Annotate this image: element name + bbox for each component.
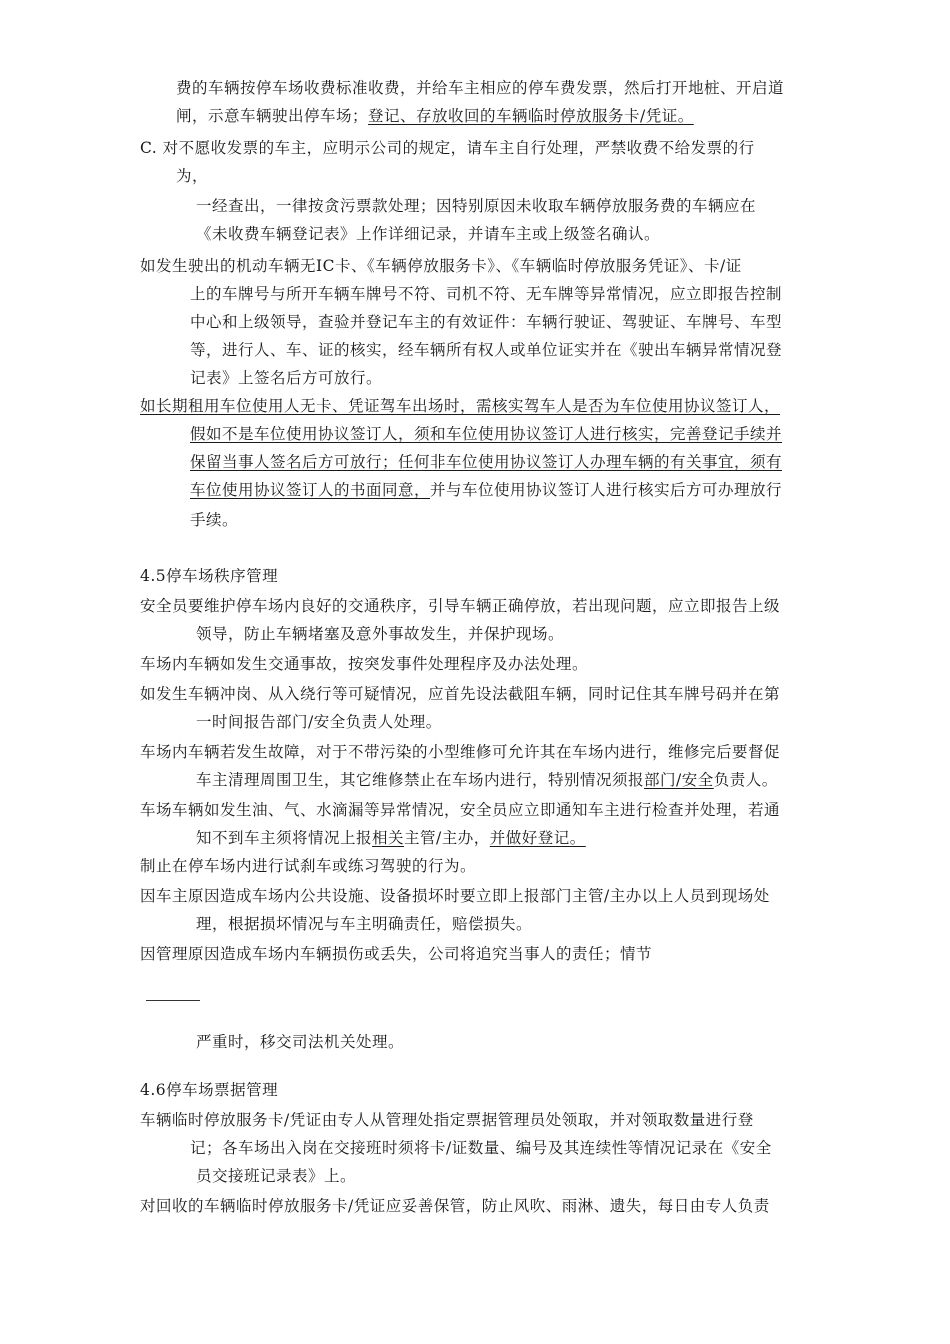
text-line: 为， <box>176 167 209 185</box>
text-line: 制止在停车场内进行试刹车或练习驾驶的行为。 <box>140 857 477 875</box>
text-line: 车主清理周围卫生，其它维修禁止在车场内进行，特别情况须报部门/安全负责人。 <box>196 771 778 789</box>
text-line: 知不到车主须将情况上报相关主管/主办，并做好登记。 <box>196 829 586 847</box>
text-line: 车场车辆如发生油、气、水滴漏等异常情况，安全员应立即通知车主进行检查并处理，若通 <box>140 801 781 819</box>
text-line: 如长期租用车位使用人无卡、凭证驾车出场时，需核实驾车人是否为车位使用协议签订人， <box>140 397 781 415</box>
text-line: 对回收的车辆临时停放服务卡/凭证应妥善保管，防止风吹、雨淋、遗失，每日由专人负责 <box>140 1197 770 1215</box>
text-line: 车位使用协议签订人的书面同意，并与车位使用协议签订人进行核实后方可办理放行 <box>190 481 783 499</box>
section-heading: 4.5停车场秩序管理 <box>140 567 279 585</box>
text-line: 理，根据损坏情况与车主明确责任，赔偿损失。 <box>196 915 533 933</box>
text-line: 《未收费车辆登记表》上作详细记录，并请车主或上级签名确认。 <box>196 225 661 243</box>
text-line: 严重时，移交司法机关处理。 <box>196 1033 405 1051</box>
text-line: 一时间报告部门/安全负责人处理。 <box>196 713 442 731</box>
text-line: 手续。 <box>190 511 239 529</box>
text-line: 员交接班记录表》上。 <box>196 1167 357 1185</box>
text-line: 因车主原因造成车场内公共设施、设备损坏时要立即上报部门主管/主办以上人员到现场处 <box>140 887 770 905</box>
text-line: 如发生车辆冲岗、从入绕行等可疑情况，应首先设法截阻车辆，同时记住其车牌号码并在第 <box>140 685 781 703</box>
text-line: 闸，示意车辆驶出停车场；登记、存放收回的车辆临时停放服务卡/凭证。 <box>176 107 694 125</box>
text-line: 等，进行人、车、证的核实，经车辆所有权人或单位证实并在《驶出车辆异常情况登 <box>190 341 783 359</box>
text-line: 保留当事人签名后方可放行；任何非车位使用协议签订人办理车辆的有关事宜，须有 <box>190 453 783 471</box>
text-line: 车场内车辆若发生故障，对于不带污染的小型维修可允许其在车场内进行，维修完后要督促 <box>140 743 781 761</box>
text-line: 记表》上签名后方可放行。 <box>190 369 383 387</box>
text-line: 假如不是车位使用协议签订人，须和车位使用协议签订人进行核实，完善登记手续并 <box>190 425 783 443</box>
text-line: 上的车牌号与所开车辆车牌号不符、司机不符、无车牌等异常情况，应立即报告控制 <box>190 285 783 303</box>
separator-rule <box>146 1000 200 1001</box>
text-line: 因管理原因造成车场内车辆损伤或丢失，公司将追究当事人的责任；情节 <box>140 945 653 963</box>
text-line: 一经查出，一律按贪污票款处理；因特别原因未收取车辆停放服务费的车辆应在 <box>196 197 757 215</box>
text-line: 领导，防止车辆堵塞及意外事故发生，并保护现场。 <box>196 625 565 643</box>
text-line: 中心和上级领导，查验并登记车主的有效证件：车辆行驶证、驾驶证、车牌号、车型 <box>190 313 783 331</box>
text-line: 安全员要维护停车场内良好的交通秩序，引导车辆正确停放，若出现问题，应立即报告上级 <box>140 597 781 615</box>
section-heading: 4.6停车场票据管理 <box>140 1081 279 1099</box>
text-line: 车场内车辆如发生交通事故，按突发事件处理程序及办法处理。 <box>140 655 589 673</box>
text-line: 如发生驶出的机动车辆无IC卡、《车辆停放服务卡》、《车辆临时停放服务凭证》、卡/证 <box>140 257 742 275</box>
text-line: 记；各车场出入岗在交接班时须将卡/证数量、编号及其连续性等情况记录在《安全 <box>190 1139 772 1157</box>
text-line: 车辆临时停放服务卡/凭证由专人从管理处指定票据管理员处领取，并对领取数量进行登 <box>140 1111 754 1129</box>
text-line: 费的车辆按停车场收费标准收费，并给车主相应的停车费发票，然后打开地桩、开启道 <box>176 79 785 97</box>
text-line: C. 对不愿收发票的车主，应明示公司的规定，请车主自行处理，严禁收费不给发票的行 <box>140 139 755 157</box>
